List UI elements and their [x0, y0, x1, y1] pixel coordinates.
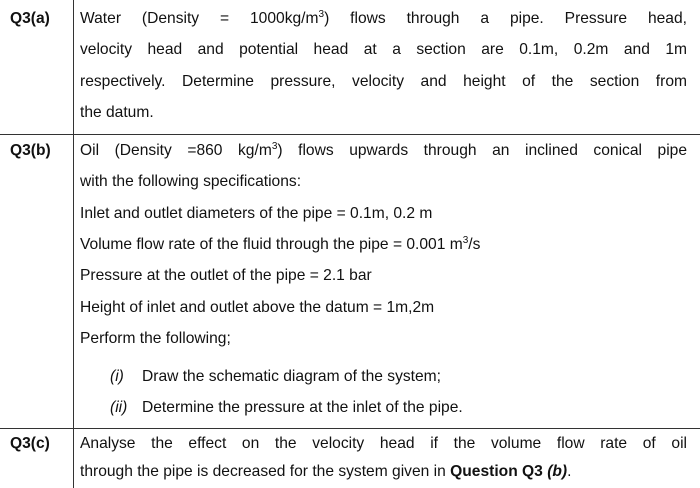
q3b-task-ii-text: Determine the pressure at the inlet of the pipe.: [142, 399, 463, 416]
q3a-line-1: Water (Density = $1000kg/m^3$) flows through a pipe. Pressure head,: [80, 8, 687, 27]
q3c-line-1: Analyse the effect on the velocity head if the volume flow rate of oil: [80, 435, 687, 452]
q3b-task-ii-number: (ii): [110, 399, 128, 416]
q3b-spec-outlet-pressure: Pressure at the outlet of the pipe = 2.1 bar: [80, 267, 372, 284]
column-divider: [73, 0, 74, 488]
row-divider-b: [0, 428, 700, 429]
q3b-spec-flow-rate: Volume flow rate of the fluid through the pipe = 0.001 $m^3/s$: [80, 234, 481, 253]
q3a-line-3: respectively. Determine pressure, velocity and height of the section from: [80, 73, 687, 90]
q3b-task-i-text: Draw the schematic diagram of the system;: [142, 368, 441, 385]
q3b-spec-heights: Height of inlet and outlet above the datum = 1m,2m: [80, 299, 435, 316]
q3b-task-i-number: (i): [110, 368, 124, 385]
q3b-spec-diameters: Inlet and outlet diameters of the pipe = 0.1m, 0.2 m: [80, 205, 433, 222]
question-label-c: Q3(c): [10, 435, 50, 452]
row-divider-a: [0, 134, 700, 135]
question-label-a: Q3(a): [10, 10, 50, 27]
q3c-question-reference: Question Q3 (b): [450, 463, 568, 480]
q3b-intro-line-2: with the following specifications:: [80, 173, 302, 190]
q3a-line-2: velocity head and potential head at a section are 0.1m, 0.2m and 1m: [80, 41, 687, 58]
q3c-line-2: through the pipe is decreased for the system given in Question Q3 (b).: [80, 463, 572, 480]
q3b-perform: Perform the following;: [80, 330, 231, 347]
question-label-b: Q3(b): [10, 142, 51, 159]
q3b-intro-line-1: Oil (Density =860 $kg/m^3$) flows upwards through an inclined conical pipe: [80, 140, 687, 159]
q3a-line-4: the datum.: [80, 104, 154, 121]
